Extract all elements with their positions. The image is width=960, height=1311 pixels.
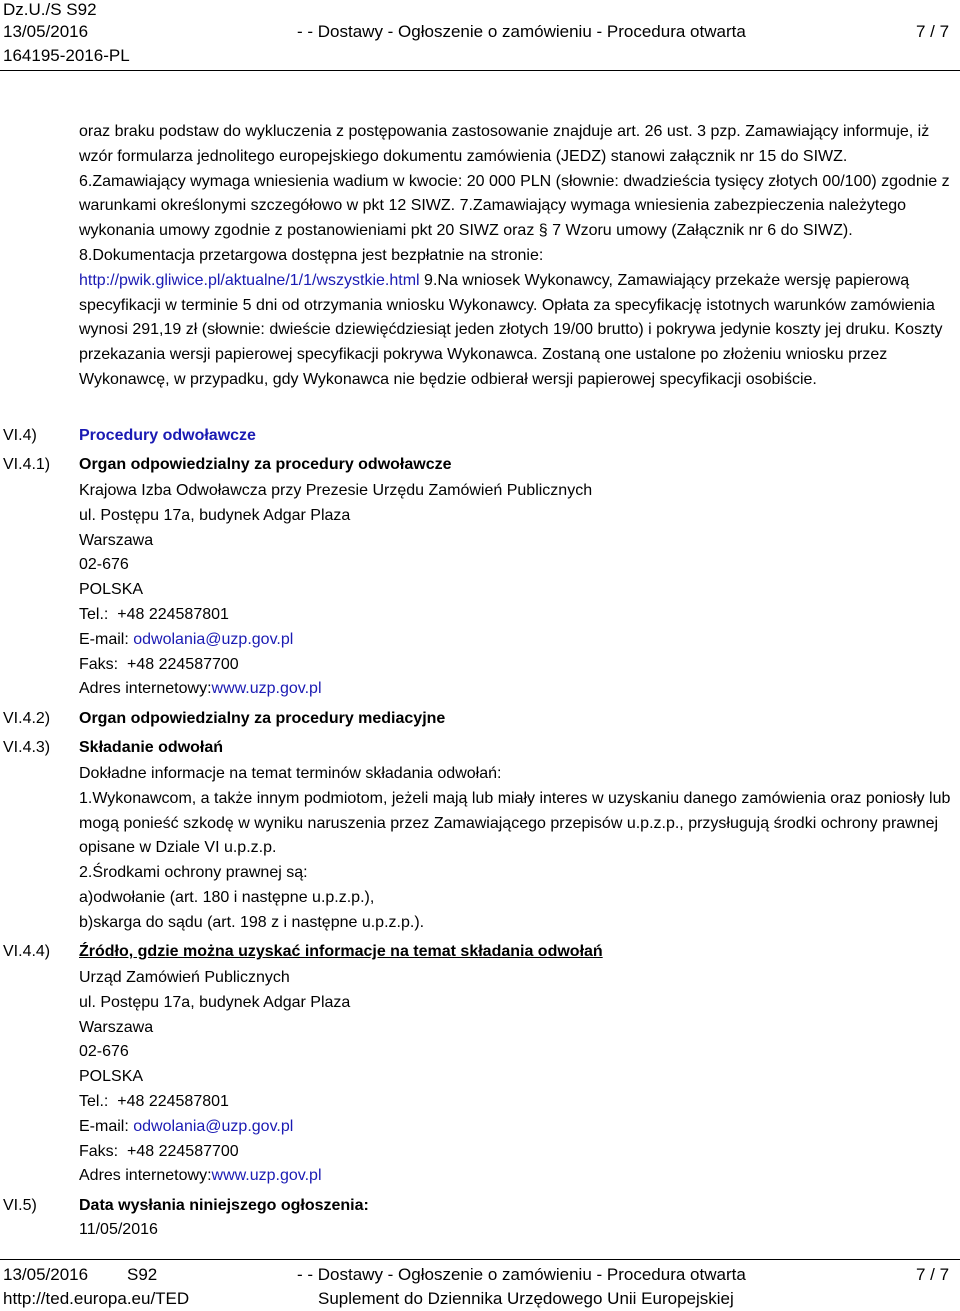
fax-row	[79, 1140, 350, 1165]
org-name: Urząd Zamówień Publicznych	[79, 969, 290, 986]
intro-paragraph	[79, 120, 957, 393]
section-number-vi41: VI.4.1)	[3, 456, 51, 473]
header-date: 13/05/2016	[3, 22, 89, 41]
fax-value: +48 224587700	[127, 1142, 239, 1160]
footer-title: - - Dostawy - Ogłoszenie o zamówieniu - Procedura otwarta	[297, 1265, 746, 1284]
fax-label: Faks:	[79, 655, 119, 673]
email-label: E-mail:	[79, 1117, 129, 1135]
section-number-vi43: VI.4.3)	[3, 739, 51, 756]
appeals-details	[79, 762, 957, 936]
country: POLSKA	[79, 1068, 144, 1086]
intro-text-1: oraz braku podstaw do wykluczenia z postępowania zastosowanie znajduje art. 26 ust. 3 pzp. Zamawiający informuje, iż wzór formularza jednolitego europejskiego dokumentu zamówienia (JEDZ) stanowi załącznik nr 15 do SIWZ. 6.Zamawiający wymaga wniesienia wadium w kwocie: 20 000 PLN (słownie: dwadzieścia tysięcy złotych 00/100) zgodnie z warunkami określonymi szczegółowo w pkt 12 SIWZ. 7.Zamawiający wymaga wniesienia zabezpieczenia należytego wykonania umowy zgodnie z postanowieniami pkt 20 SIWZ oraz § 7 Wzoru umowy (Załącznik nr 6 do SIWZ). 8.Dokumentacja przetargowa dostępna jest bezpłatnie na stronie:	[79, 123, 950, 264]
phone-row	[79, 1090, 350, 1115]
section-number-vi5: VI.5)	[3, 1197, 37, 1214]
street: ul. Postępu 17a, budynek Adgar Plaza	[79, 993, 351, 1011]
journal-ref: Dz.U./S S92	[3, 0, 97, 19]
dispatch-date-value: 11/05/2016	[79, 1221, 158, 1238]
footer-url[interactable]: http://ted.europa.eu/TED	[3, 1289, 190, 1308]
web-row	[79, 677, 592, 702]
section-number-vi4: VI.4)	[3, 427, 37, 444]
section-title-vi42: Organ odpowiedzialny za procedury mediacyjne	[79, 710, 446, 727]
appeals-line: b)skarga do sądu (art. 198 z i następne u.p.z.p.).	[79, 913, 425, 931]
phone-label: Tel.:	[79, 605, 109, 623]
email-link[interactable]: odwolania@uzp.gov.pl	[133, 1117, 294, 1135]
dispatch-date	[79, 1218, 158, 1243]
web-link[interactable]: www.uzp.gov.pl	[211, 1167, 322, 1185]
info-source-address	[79, 966, 350, 1189]
phone-value: +48 224587801	[117, 605, 229, 623]
phone-row	[79, 603, 592, 628]
footer-supplement: Suplement do Dziennika Urzędowego Unii Europejskiej	[318, 1289, 734, 1308]
notice-id: 164195-2016-PL	[3, 46, 130, 65]
footer-page: 7 / 7	[916, 1265, 950, 1284]
email-row	[79, 1115, 350, 1140]
email-row	[79, 628, 592, 653]
section-title-vi41: Organ odpowiedzialny za procedury odwoławcze	[79, 456, 452, 473]
appeals-line: 1.Wykonawcom, a także innym podmiotom, jeżeli mają lub miały interes w uzyskaniu danego zamówienia oraz poniosły lub mogą ponieść szkodę w wyniku naruszenia przez Zamawiającego przepisów u.p.z.p., przysługują środki ochrony prawnej opisane w Dziale VI u.p.z.p.	[79, 789, 951, 857]
section-title-vi4: Procedury odwoławcze	[79, 427, 256, 444]
city: Warszawa	[79, 531, 154, 549]
appeals-line: a)odwołanie (art. 180 i następne u.p.z.p.),	[79, 888, 375, 906]
fax-row	[79, 653, 592, 678]
footer-series: S92	[127, 1265, 158, 1284]
web-link[interactable]: www.uzp.gov.pl	[211, 680, 322, 698]
header-rule	[0, 70, 960, 71]
section-title-vi43: Składanie odwołań	[79, 739, 224, 756]
web-label: Adres internetowy:	[79, 680, 212, 698]
footer-rule	[0, 1259, 960, 1260]
tender-docs-link[interactable]: http://pwik.gliwice.pl/aktualne/1/1/wszystkie.html	[79, 271, 420, 289]
phone-label: Tel.:	[79, 1092, 109, 1110]
postcode: 02-676	[79, 1043, 129, 1061]
header-page: 7 / 7	[916, 22, 950, 41]
city: Warszawa	[79, 1018, 154, 1036]
header-title: - - Dostawy - Ogłoszenie o zamówieniu - Procedura otwarta	[297, 22, 746, 41]
section-title-vi44: Źródło, gdzie można uzyskać informacje na temat składania odwołań	[79, 943, 603, 960]
web-label: Adres internetowy:	[79, 1167, 212, 1185]
country: POLSKA	[79, 581, 144, 599]
appeals-line: 2.Środkami ochrony prawnej są:	[79, 864, 308, 882]
section-number-vi44: VI.4.4)	[3, 943, 51, 960]
footer-date: 13/05/2016	[3, 1265, 89, 1284]
fax-label: Faks:	[79, 1142, 119, 1160]
postcode: 02-676	[79, 556, 129, 574]
section-number-vi42: VI.4.2)	[3, 710, 51, 727]
email-link[interactable]: odwolania@uzp.gov.pl	[133, 630, 294, 648]
appeals-line: Dokładne informacje na temat terminów składania odwołań:	[79, 765, 502, 782]
street: ul. Postępu 17a, budynek Adgar Plaza	[79, 506, 351, 524]
phone-value: +48 224587801	[117, 1092, 229, 1110]
fax-value: +48 224587700	[127, 655, 239, 673]
email-label: E-mail:	[79, 630, 129, 648]
intro-text-2: 9.Na wniosek Wykonawcy, Zamawiający przekaże wersję papierową specyfikacji w terminie 5 dni od otrzymania wniosku Wykonawcy. Opłata za specyfikację istotnych warunków zamówienia wynosi 291,19 zł (słownie: dwieście dziewięćdziesiąt jeden złotych 19/00 brutto) i pokrywa jedynie koszty jej druku. Koszty przekazania wersji papierowej specyfikacji pokrywa Wykonawca. Zostaną one ustalone po złożeniu wniosku przez Wykonawcę, w przypadku, gdy Wykonawca nie będzie odbierał wersji papierowej specyfikacji osobiście.	[79, 271, 943, 388]
web-row	[79, 1164, 350, 1189]
org-name: Krajowa Izba Odwoławcza przy Prezesie Urzędu Zamówień Publicznych	[79, 482, 593, 499]
section-title-vi5: Data wysłania niniejszego ogłoszenia:	[79, 1197, 369, 1214]
review-body-address	[79, 479, 592, 702]
